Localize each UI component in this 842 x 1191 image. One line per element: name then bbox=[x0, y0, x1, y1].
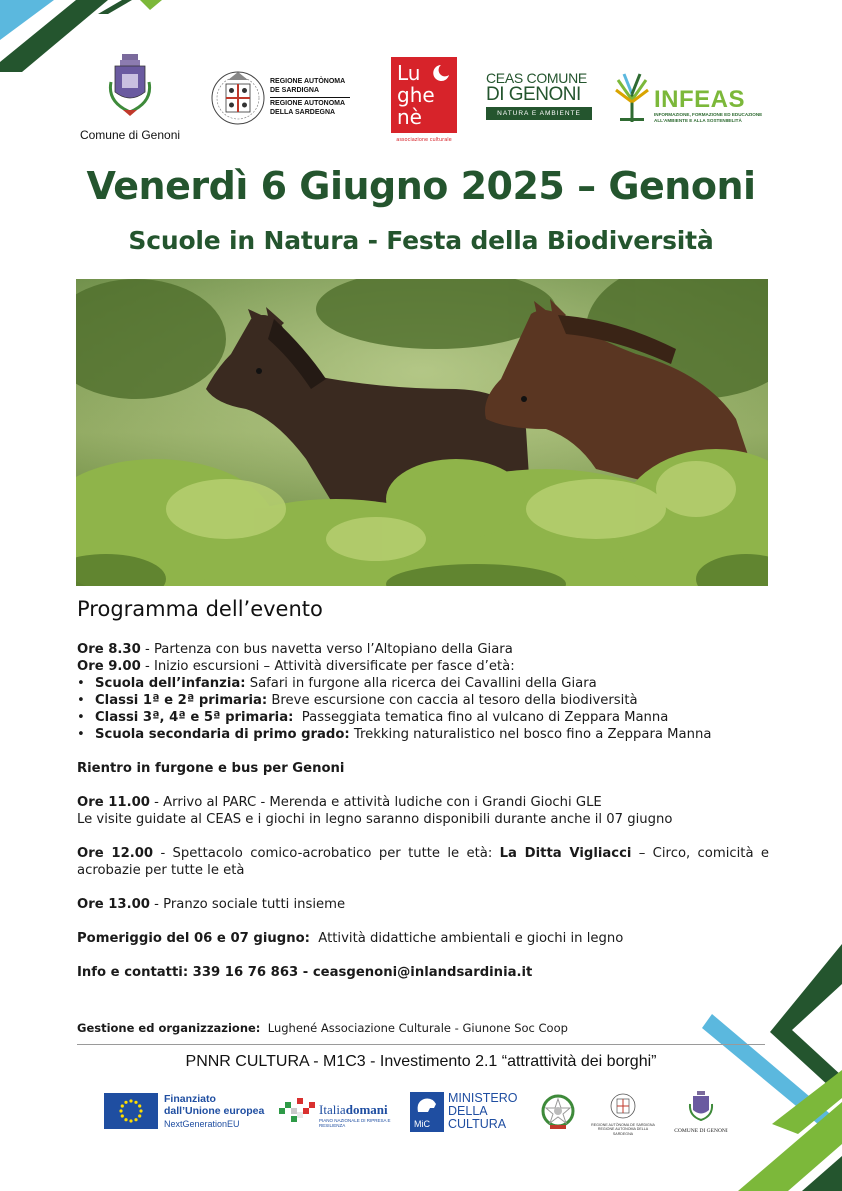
comune-small-crest-icon bbox=[687, 1090, 715, 1122]
foals-photo bbox=[76, 279, 768, 586]
ministero-cultura-logo bbox=[410, 1092, 522, 1132]
bullet-text: Passeggiata tematica fino al vulcano di Zeppara Manna bbox=[293, 710, 669, 725]
comune-small-label: COMUNE DI GENONI bbox=[674, 1128, 728, 1134]
event-subtitle: Scuole in Natura - Festa della Biodiversità bbox=[128, 226, 714, 255]
bullet-text: Breve escursione con caccia al tesoro della biodiversità bbox=[267, 693, 638, 708]
mic-abbrev: MiC bbox=[414, 1119, 430, 1129]
organization-line bbox=[77, 1021, 568, 1035]
afternoon-text: Attività didattiche ambientali e giochi in legno bbox=[309, 931, 624, 946]
lughene-line-3: nè bbox=[397, 105, 422, 129]
lughene-line-2: ghe bbox=[397, 83, 435, 107]
ceas-line-1: CEAS COMUNE bbox=[486, 70, 587, 86]
mic-line-1: MINISTERO bbox=[448, 1091, 518, 1105]
program-item-1300 bbox=[77, 896, 769, 913]
event-title: Venerdì 6 Giugno 2025 – Genoni bbox=[86, 164, 756, 208]
italia-domani-subtitle: PIANO NAZIONALE DI RIPRESA E RESILIENZA bbox=[319, 1118, 391, 1128]
eu-funding-logo bbox=[104, 1093, 268, 1131]
text-1200: - Spettacolo comico-acrobatico per tutte le età: bbox=[153, 846, 500, 861]
infeas-logo bbox=[612, 72, 772, 122]
program-note-1100: Le visite guidate al CEAS e i giochi in legno saranno disponibili durante anche il 07 giugno bbox=[77, 812, 673, 827]
organization-text: Lughené Associazione Culturale - Giunone Soc Coop bbox=[260, 1021, 568, 1035]
activity-bullets bbox=[77, 675, 769, 743]
lughene-moon-icon bbox=[431, 63, 451, 83]
program-item-900 bbox=[77, 658, 769, 675]
region-small-text: REGIONE AUTÒNOMA DE SARDIGNA REGIONE AUTONOMA DELLA SARDEGNA bbox=[591, 1123, 655, 1136]
afternoon-label: Pomeriggio del 06 e 07 giugno: bbox=[77, 931, 310, 946]
region-divider bbox=[270, 97, 350, 98]
bullet-label: Classi 1ª e 2ª primaria: bbox=[95, 693, 268, 708]
mic-head-icon bbox=[414, 1096, 440, 1114]
time-1200: Ore 12.00 bbox=[77, 846, 154, 861]
text-1200-rest: – Circo, comicità e acrobazie per tutte le età bbox=[77, 846, 769, 878]
italia-part: Italia bbox=[319, 1102, 346, 1117]
performer-name: La Ditta Vigliacci bbox=[499, 846, 632, 861]
bullet-classi-3-5 bbox=[77, 709, 769, 726]
region-text bbox=[270, 78, 350, 117]
infeas-tree-icon bbox=[612, 72, 654, 122]
return-line: Rientro in furgone e bus per Genoni bbox=[77, 761, 345, 776]
italian-republic-emblem-icon bbox=[540, 1093, 576, 1135]
program-item-1100 bbox=[77, 794, 769, 811]
bullet-text: Trekking naturalistico nel bosco fino a Zeppara Manna bbox=[349, 727, 712, 742]
eu-flag-icon bbox=[104, 1093, 158, 1129]
contacts-line: Info e contatti: 339 16 76 863 - ceasgenoni@inlandsardinia.it bbox=[77, 965, 533, 980]
sardinia-seal-icon bbox=[210, 68, 266, 126]
comune-genoni-logo bbox=[70, 52, 190, 142]
mic-line-3: CULTURA bbox=[448, 1117, 507, 1131]
time-1300: Ore 13.00 bbox=[77, 897, 150, 912]
text-900: - Inizio escursioni – Attività diversificate per fasce d’età: bbox=[140, 659, 515, 674]
region-line-1: REGIONE AUTÒNOMA bbox=[270, 78, 346, 85]
mic-line-2: DELLA bbox=[448, 1104, 488, 1118]
region-line-4: DELLA SARDEGNA bbox=[270, 108, 336, 116]
domani-part: domani bbox=[345, 1102, 388, 1117]
time-1100: Ore 11.00 bbox=[77, 795, 150, 810]
mic-text bbox=[448, 1092, 517, 1131]
eu-text bbox=[164, 1093, 264, 1117]
italia-domani-logo bbox=[277, 1094, 402, 1128]
organization-label: Gestione ed organizzazione: bbox=[77, 1021, 261, 1035]
lughene-logo bbox=[391, 57, 457, 143]
regione-sardegna-small-logo bbox=[590, 1093, 656, 1136]
text-1100: - Arrivo al PARC - Merenda e attività ludiche con i Grandi Giochi GLE bbox=[149, 795, 602, 810]
comune-genoni-small-logo bbox=[672, 1090, 730, 1134]
lughene-line-1: Lu bbox=[397, 61, 421, 85]
time-830: Ore 8.30 bbox=[77, 642, 141, 657]
program-list bbox=[77, 641, 769, 981]
region-line-3: REGIONE AUTONOMA bbox=[270, 100, 346, 107]
italia-domani-name bbox=[319, 1102, 388, 1118]
time-900: Ore 9.00 bbox=[77, 659, 141, 674]
program-item-830 bbox=[77, 641, 769, 658]
eu-line-3: NextGenerationEU bbox=[164, 1119, 240, 1129]
comune-crest-icon bbox=[103, 52, 157, 120]
mic-box bbox=[410, 1092, 444, 1132]
italia-domani-icon bbox=[277, 1094, 317, 1128]
eu-line-1: Finanziato bbox=[164, 1093, 216, 1105]
comune-label: Comune di Genoni bbox=[79, 128, 181, 142]
text-1300: - Pranzo sociale tutti insieme bbox=[149, 897, 346, 912]
lughene-subtitle: associazione culturale bbox=[396, 137, 452, 143]
program-item-1200 bbox=[77, 845, 769, 879]
bullet-classi-1-2 bbox=[77, 692, 769, 709]
ceas-tagline: NATURA E AMBIENTE bbox=[486, 107, 592, 120]
ceas-genoni-logo bbox=[486, 70, 592, 120]
bullet-infanzia bbox=[77, 675, 769, 692]
program-afternoon bbox=[77, 930, 769, 947]
bullet-secondaria bbox=[77, 726, 769, 743]
regione-sardegna-logo bbox=[210, 66, 360, 130]
eu-line-2: dall’Unione europea bbox=[164, 1105, 265, 1117]
bullet-text: Safari in furgone alla ricerca dei Cavallini della Giara bbox=[245, 676, 597, 691]
bullet-label: Scuola secondaria di primo grado: bbox=[95, 727, 350, 742]
program-heading: Programma dell’evento bbox=[77, 597, 323, 621]
infeas-tagline: INFORMAZIONE, FORMAZIONE ED EDUCAZIONE ALL'AMBIENTE E ALLA SOSTENIBILITÀ bbox=[654, 112, 763, 123]
bullet-label: Scuola dell’infanzia: bbox=[95, 676, 246, 691]
footer-divider bbox=[77, 1044, 765, 1045]
sardinia-small-seal-icon bbox=[610, 1093, 636, 1119]
pnrr-line: PNNR CULTURA - M1C3 - Investimento 2.1 “attrattività dei borghi” bbox=[185, 1053, 657, 1070]
infeas-name: INFEAS bbox=[654, 86, 746, 113]
text-830: - Partenza con bus navetta verso l’Altopiano della Giara bbox=[140, 642, 513, 657]
bullet-label: Classi 3ª, 4ª e 5ª primaria: bbox=[95, 710, 294, 725]
ceas-line-2: DI GENONI bbox=[486, 84, 581, 105]
region-line-2: DE SARDIGNA bbox=[270, 86, 320, 94]
